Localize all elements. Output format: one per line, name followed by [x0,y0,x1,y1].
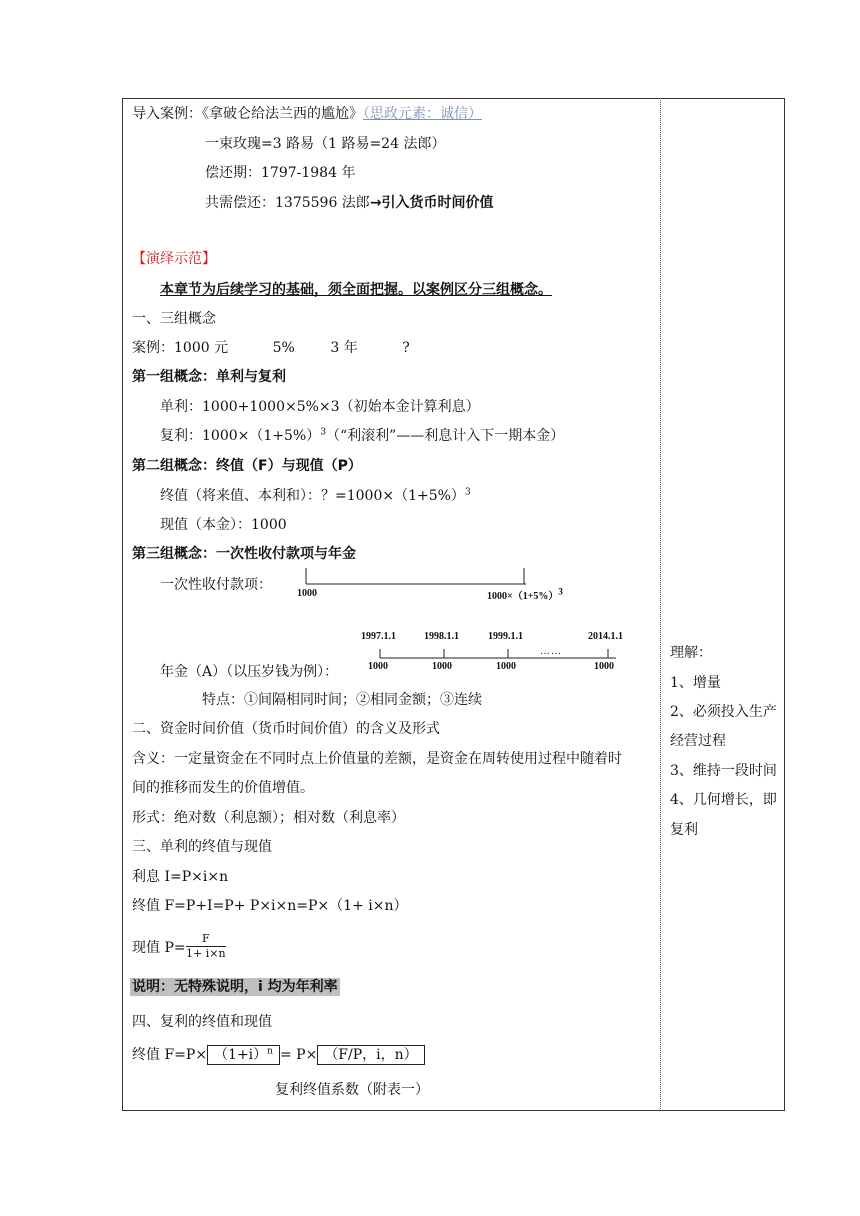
demo-heading: 【演绎示范】 [132,251,216,267]
future-value-exponent: 3 [464,487,471,498]
lump-right-amount [487,587,563,602]
interest-formula: 利息 I=P×i×n [132,869,229,885]
pv-numerator: F [186,932,226,947]
annuity-ellipsis: …… [540,646,562,657]
simple-pv-fraction [186,932,226,961]
ideology-tag-link[interactable]: （思政元素：诚信） [363,106,482,122]
fv-factor-note: 复利终值系数（附表一） [275,1082,429,1098]
side-note-3: 3、维持一段时间 [670,763,777,779]
growth-factor-box [207,1045,280,1065]
side-notes-title: 理解： [670,645,712,661]
compound-interest-line [160,426,564,446]
simple-pv-label: 现值 P= [132,940,186,956]
simple-interest-line: 单利：1000+1000×5%×3（初始本金计算利息） [160,399,480,415]
growth-exponent: n [267,1046,273,1057]
case-example-line: 案例：1000 元 5% 3 年 ? [132,340,410,356]
section4-title: 四、复利的终值和现值 [132,1014,272,1030]
side-note-4: 4、几何增长，即 [670,792,777,808]
section3-title: 三、单利的终值与现值 [132,839,272,855]
column-divider [660,98,661,1111]
case-line-period: 偿还期：1797-1984 年 [205,165,356,181]
case-intro-line [132,104,482,124]
case-total-lead: →引入货币时间价值 [369,195,494,211]
lump-sum-label: 一次性收付款项： [160,577,272,593]
compound-formula: 复利：1000×（1+5%） [160,428,321,444]
case-total-amount: 共需偿还：1375596 法郎 [205,195,370,211]
lump-right-exponent: 3 [558,586,563,597]
present-value-line: 现值（本金）：1000 [160,517,287,533]
case-intro-title: 导入案例：《拿破仑给法兰西的尴尬》 [132,106,363,122]
section2-title: 二、资金时间价值（货币时间价值）的含义及形式 [132,721,440,737]
future-value-formula: 终值（将来值、本利和）：？=1000×（1+5%） [160,488,465,504]
future-value-line [160,486,471,506]
forms-line: 形式：绝对数（利息额）；相对数（利息率） [132,810,405,826]
note-line [130,977,340,997]
section1-title: 一、三组概念 [132,311,216,327]
annuity-amount-3: 1000 [496,661,516,672]
annuity-date-4: 2014.1.1 [588,631,623,642]
compound-exponent: 3 [320,427,326,438]
compound-explanation: （“利滚利”——利息计入下一期本金） [325,428,565,444]
pv-denominator: 1+ i×n [186,947,226,960]
lump-right-formula: 1000×（1+5%） [487,591,559,602]
annuity-date-3: 1999.1.1 [488,631,523,642]
growth-factor: （1+i） [214,1047,268,1063]
annuity-timeline [366,643,626,663]
group1-title: 第一组概念：单利与复利 [132,369,286,385]
annuity-amount-1: 1000 [368,661,388,672]
simple-fv-formula: 终值 F=P+I=P+ P×i×n=P×（1+ i×n） [132,898,408,914]
annuity-date-2: 1998.1.1 [424,631,459,642]
compound-fv-mid: = P× [279,1047,318,1063]
compound-fv-prefix: 终值 F=P× [132,1047,208,1063]
side-note-4-cont: 复利 [670,822,698,838]
group3-title: 第三组概念：一次性收付款项与年金 [132,546,356,562]
annuity-label: 年金（A）（以压岁钱为例）： [160,664,339,680]
side-note-2-cont: 经营过程 [670,733,726,749]
side-note-1: 1、增量 [670,675,721,691]
annuity-features: 特点：①间隔相同时间；②相同金额；③连续 [202,692,482,708]
lump-sum-axis [306,583,526,585]
side-note-2: 2、必须投入生产 [670,704,777,720]
group2-title: 第二组概念：终值（F）与现值（P） [132,458,362,474]
meaning-line-1: 含义：一定量资金在不同时点上价值量的差额，是资金在周转使用过程中随着时 [132,751,622,767]
lump-left-amount: 1000 [297,588,317,599]
chapter-note: 本章节为后续学习的基础，须全面把握。以案例区分三组概念。 [160,282,552,298]
fv-factor-box: （F/P，i，n） [317,1045,424,1065]
meaning-line-2: 间的推移而发生的价值增值。 [132,780,314,796]
rate-note: 说明：无特殊说明，i 均为年利率 [132,979,338,995]
case-line-total [205,193,494,213]
case-line-roses: 一束玫瑰=3 路易（1 路易=24 法郎） [205,136,446,152]
compound-fv-formula [132,1045,425,1065]
annuity-amount-2: 1000 [432,661,452,672]
annuity-amount-4: 1000 [594,661,614,672]
annuity-date-1: 1997.1.1 [361,631,396,642]
